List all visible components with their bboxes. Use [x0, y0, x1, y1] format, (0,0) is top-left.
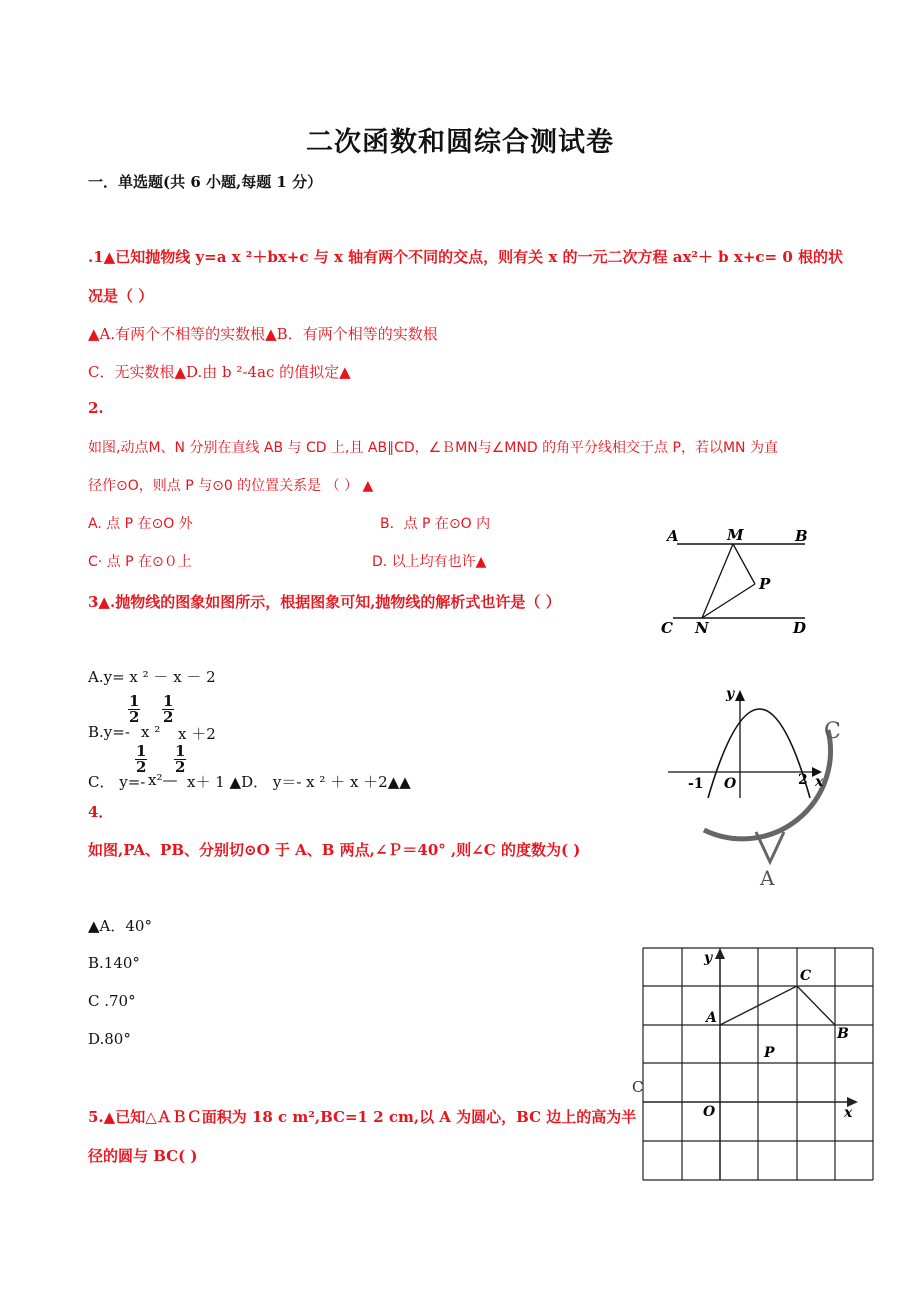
q3-option-c-fraction-2: $\frac{1}{2}$	[175, 742, 186, 776]
label-d: D	[793, 619, 807, 637]
label-b: B	[795, 527, 808, 545]
grid-label-o: O	[703, 1104, 716, 1120]
decorative-arc	[704, 730, 831, 839]
graph-label-y: y	[726, 686, 735, 702]
graph-label-2: 2	[798, 772, 808, 788]
q3-option-c-mid: x²—	[148, 771, 178, 789]
graph-label-x: x	[815, 774, 824, 790]
label-n: N	[695, 619, 709, 637]
q3-option-c-suffix-and-d: x＋ 1 ▲D． y＝- x ² ＋ x ＋2▲▲	[187, 773, 411, 791]
q4-option-d: D.80°	[88, 1030, 131, 1048]
coordinate-grid-figure	[628, 940, 890, 1190]
q3-option-b-suffix: x ＋2	[178, 725, 216, 743]
q3-stem: 3▲.抛物线的图象如图所示，根据图象可知,抛物线的解析式也许是（ ）	[88, 593, 561, 611]
q4-option-a: ▲A．40°	[88, 917, 152, 935]
q2-option-b: B．点 P 在⊙O 内	[380, 516, 491, 532]
grid-label-x: x	[844, 1105, 853, 1121]
q4-option-c: C .70°	[88, 992, 136, 1010]
grid-label-b: B	[837, 1026, 849, 1042]
label-m: M	[727, 526, 744, 544]
q1-stem-line2: 况是（ ）	[88, 287, 154, 305]
graph-label-origin: O	[724, 776, 737, 792]
q4-option-b: B.140°	[88, 954, 140, 972]
grid-label-y: y	[704, 950, 713, 966]
grid-y-axis-arrow	[715, 948, 725, 959]
segment-np	[702, 584, 755, 618]
q2-option-d: D. 以上均有也许▲	[372, 554, 487, 570]
grid-label-c: C	[800, 968, 812, 984]
graph-label-neg1: -1	[688, 776, 704, 792]
q4-number: 4．	[88, 803, 114, 821]
parallel-lines-figure	[655, 522, 815, 642]
segment-mn	[702, 544, 733, 618]
q3-option-b-mid: x ²	[141, 723, 161, 741]
parabola-graph-figure	[660, 680, 860, 890]
label-a: A	[667, 527, 679, 545]
q3-option-b-fraction-2: $\frac{1}{2}$	[163, 692, 174, 726]
q2-option-c: C· 点 P 在⊙０上	[88, 554, 192, 570]
q3-option-a: A.y= x ² － x － 2	[88, 668, 216, 686]
q2-option-a: A. 点 P 在⊙O 外	[88, 516, 193, 532]
y-axis-arrow	[735, 690, 745, 701]
q5-stem-line2: 径的圆与 BC( )	[88, 1147, 198, 1165]
deco-label-a: A	[760, 866, 775, 890]
q1-stem-line1: .1▲已知抛物线 y=a x ²＋bx+c 与 x 轴有两个不同的交点，则有关 x 的一元二次方程 ax²＋ b x+c= 0 根的状	[88, 248, 843, 266]
triangle-lines	[720, 986, 835, 1025]
deco-label-c: C	[824, 719, 841, 744]
q5-stem-line1: 5.▲已知△ＡＢＣ面积为 18 c m²,BC=1 2 cm,以 A 为圆心，BC 边上的高为半	[88, 1108, 637, 1126]
q1-options-cd: C．无实数根▲D.由 b ²-4ac 的值拟定▲	[88, 363, 351, 381]
q3-option-c-fraction-1: $\frac{1}{2}$	[136, 742, 147, 776]
page-title: 二次函数和圆综合测试卷	[306, 127, 614, 158]
grid-edge-label-c: C	[632, 1078, 644, 1096]
q3-option-b-prefix: B.y=-	[88, 723, 130, 741]
segment-mp	[733, 544, 755, 584]
q2-stem-line1: 如图,动点M、N 分别在直线 AB 与 CD 上,且 AB∥CD，∠ＢMN与∠MND 的角平分线相交于点 P，若以MN 为直	[88, 440, 778, 456]
q4-stem: 如图,PA、PB、分别切⊙O 于 A、B 两点,∠Ｐ＝40° ,则∠C 的度数为( )	[88, 841, 581, 859]
q3-option-c-prefix: C． y=-	[88, 773, 146, 791]
q3-option-b-fraction-1: $\frac{1}{2}$	[129, 692, 140, 726]
q1-options-ab: ▲A.有两个不相等的实数根▲B．有两个相等的实数根	[88, 325, 438, 343]
section-heading: 一．单选题(共 6 小题,每题 1 分）	[88, 173, 323, 191]
q2-number: 2.	[88, 399, 104, 417]
label-p: P	[759, 575, 771, 593]
label-c: C	[661, 619, 673, 637]
grid-label-p: P	[764, 1045, 775, 1061]
grid-label-a: A	[706, 1010, 717, 1026]
q2-stem-line2: 径作⊙O，则点 P 与⊙0 的位置关系是 （ ） ▲	[88, 478, 374, 494]
